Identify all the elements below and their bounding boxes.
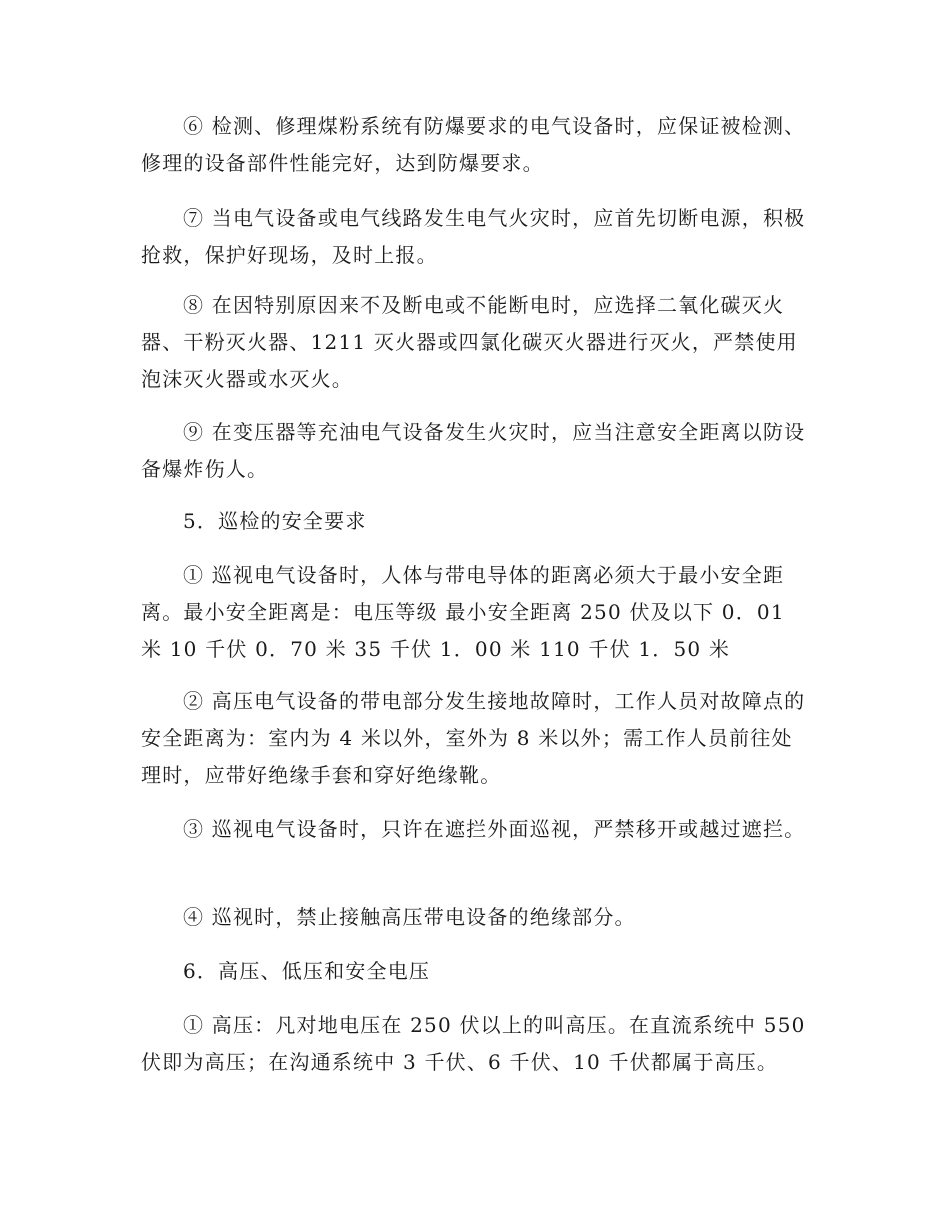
paragraph-inspection-3: ③ 巡视电气设备时，只许在遮拦外面巡视，严禁移开或越过遮拦。: [183, 817, 806, 841]
paragraph-inspection-1: ① 巡视电气设备时，人体与带电导体的距离必须大于最小安全距离。最小安全距离是：电压等级 最小安全距离 250 伏及以下 0．01 米 10 千伏 0．70 米 35 千伏 1．00 米 110 千伏 1．50 米: [141, 563, 785, 661]
paragraph-inspection-2: ② 高压电气设备的带电部分发生接地故障时，工作人员对故障点的安全距离为：室内为 4 米以外，室外为 8 米以外；需工作人员前往处理时，应带好绝缘手套和穿好绝缘靴。: [141, 689, 806, 787]
section-heading-6: 6．高压、低压和安全电压: [183, 959, 431, 983]
section-heading-5: 5．巡检的安全要求: [183, 509, 367, 533]
paragraph-inspection-4: ④ 巡视时，禁止接触高压带电设备的绝缘部分。: [183, 905, 636, 929]
paragraph-item-6: ⑥ 检测、修理煤粉系统有防爆要求的电气设备时，应保证被检测、修理的设备部件性能完好，达到防爆要求。: [141, 114, 806, 175]
paragraph-item-7: ⑦ 当电气设备或电气线路发生电气火灾时，应首先切断电源，积极抢救，保护好现场，及时上报。: [141, 206, 806, 267]
paragraph-item-8: ⑧ 在因特别原因来不及断电或不能断电时，应选择二氧化碳灭火器、干粉灭火器、1211 灭火器或四氯化碳灭火器进行灭火，严禁使用泡沫灭火器或水灭火。: [141, 293, 798, 391]
paragraph-item-9: ⑨ 在变压器等充油电气设备发生火灾时，应当注意安全距离以防设备爆炸伤人。: [141, 420, 806, 481]
paragraph-voltage-1: ① 高压：凡对地电压在 250 伏以上的叫高压。在直流系统中 550 伏即为高压；在沟通系统中 3 千伏、6 千伏、10 千伏都属于高压。: [141, 1013, 806, 1074]
